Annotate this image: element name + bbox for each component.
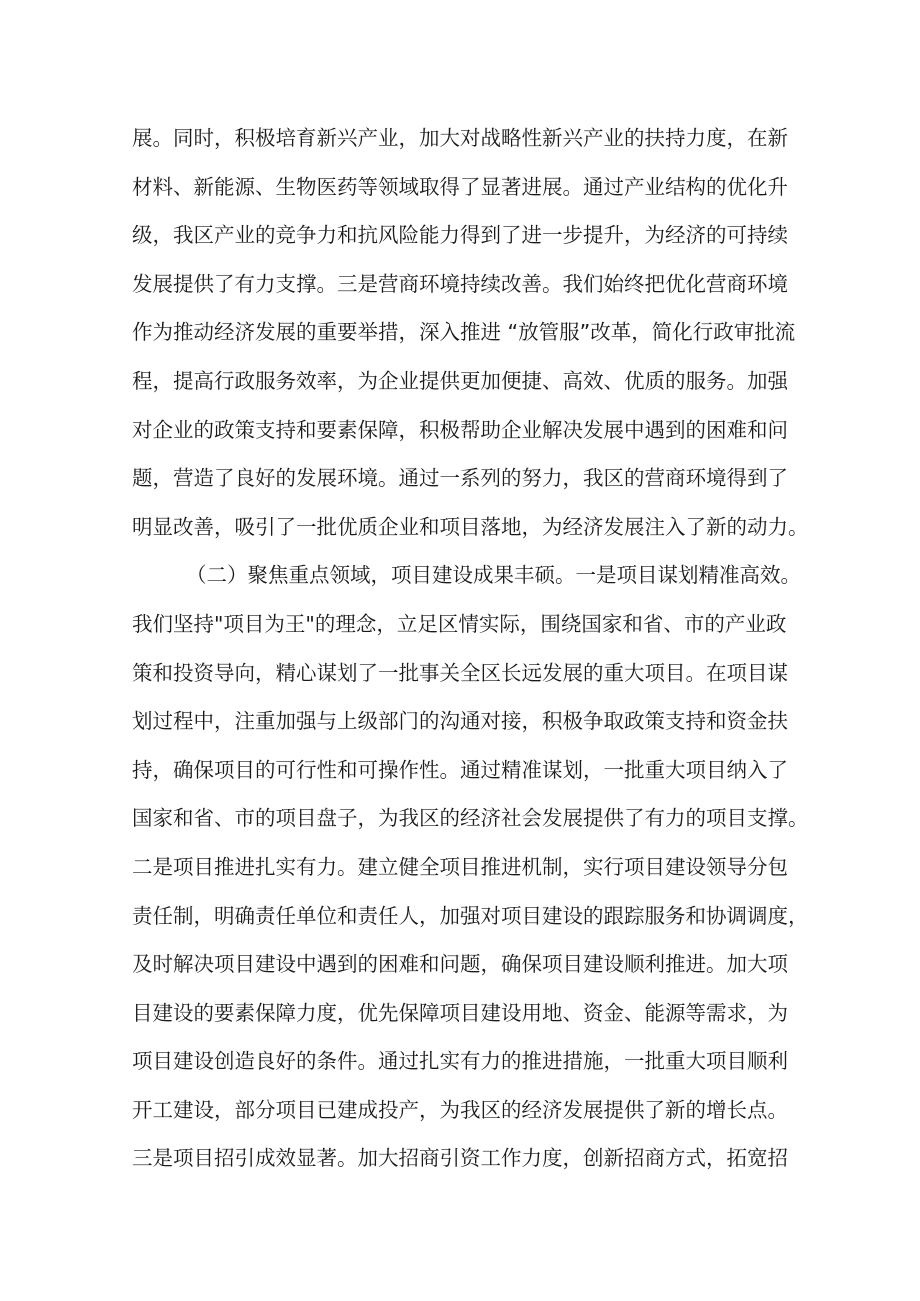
text-line: 三是项目招引成效显著。加大招商引资工作力度，创新招商方式，拓宽招 — [132, 1146, 788, 1171]
text-line: 划过程中，注重加强与上级部门的沟通对接，积极争取政策支持和资金扶 — [132, 709, 788, 734]
section-heading-line: （二）聚焦重点领域，项目建设成果丰硕。一是项目谋划精准高效。 — [186, 563, 801, 588]
text-line: 持，确保项目的可行性和可操作性。通过精准谋划，一批重大项目纳入了 — [132, 757, 788, 782]
text-line: 二是项目推进扎实有力。建立健全项目推进机制，实行项目建设领导分包 — [132, 854, 788, 879]
text-line: 责任制，明确责任单位和责任人，加强对项目建设的跟踪服务和协调调度， — [132, 903, 809, 928]
text-line: 程，提高行政服务效率，为企业提供更加便捷、高效、优质的服务。加强 — [132, 368, 788, 393]
text-line: 级，我区产业的竞争力和抗风险能力得到了进一步提升，为经济的可持续 — [132, 223, 788, 248]
text-line: 展。同时，积极培育新兴产业，加大对战略性新兴产业的扶持力度，在新 — [132, 126, 788, 150]
text-line: 作为推动经济发展的重要举措，深入推进 “放管服”改革，简化行政审批流 — [132, 320, 796, 345]
text-line: 开工建设，部分项目已建成投产，为我区的经济发展提供了新的增长点。 — [132, 1097, 788, 1122]
text-line: 对企业的政策支持和要素保障，积极帮助企业解决发展中遇到的困难和问 — [132, 417, 788, 442]
text-line: 项目建设创造良好的条件。通过扎实有力的推进措施，一批重大项目顺利 — [132, 1049, 788, 1074]
text-line: 策和投资导向，精心谋划了一批事关全区长远发展的重大项目。在项目谋 — [132, 660, 788, 685]
text-line: 材料、新能源、生物医药等领域取得了显著进展。通过产业结构的优化升 — [132, 174, 788, 199]
body-text — [132, 114, 809, 1183]
text-line: 国家和省、市的项目盘子，为我区的经济社会发展提供了有力的项目支撑。 — [132, 806, 809, 831]
text-line: 及时解决项目建设中遇到的困难和问题，确保项目建设顺利推进。加大项 — [132, 952, 788, 977]
text-line: 我们坚持"项目为王"的理念，立足区情实际，围绕国家和省、市的产业政 — [132, 611, 787, 636]
text-line: 发展提供了有力支撑。三是营商环境持续改善。我们始终把优化营商环境 — [132, 271, 788, 296]
text-line: 目建设的要素保障力度，优先保障项目建设用地、资金、能源等需求，为 — [132, 1000, 788, 1025]
text-line: 题，营造了良好的发展环境。通过一系列的努力，我区的营商环境得到了 — [132, 466, 788, 491]
text-line: 明显改善，吸引了一批优质企业和项目落地，为经济发展注入了新的动力。 — [132, 514, 809, 539]
